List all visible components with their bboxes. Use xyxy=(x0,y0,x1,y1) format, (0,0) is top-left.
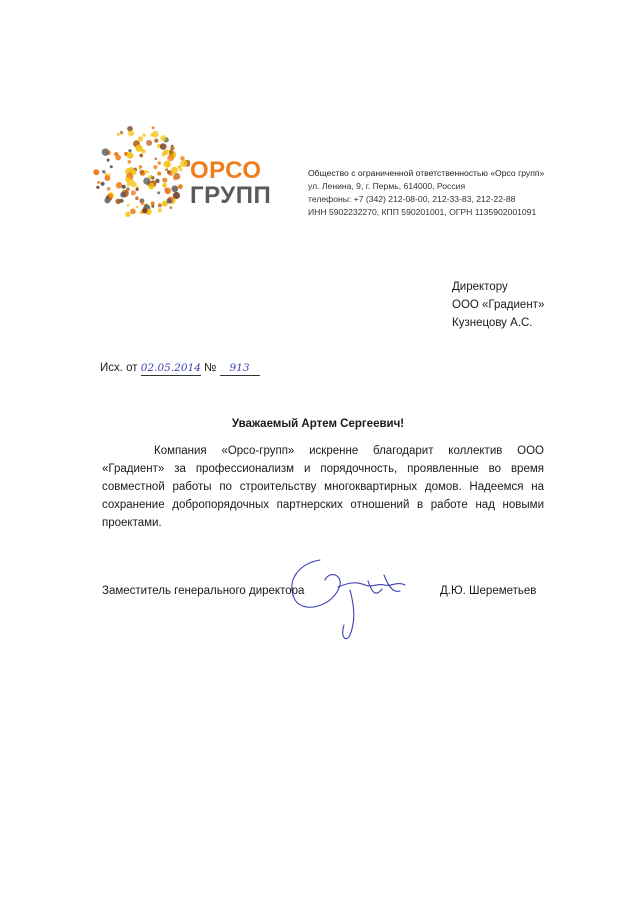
reference-date: 02.05.2014 xyxy=(140,362,201,374)
logo-text-bottom: ГРУПП xyxy=(190,182,272,209)
reference-number: 913 xyxy=(229,362,250,374)
addressee-title: Директору xyxy=(452,281,508,293)
company-details xyxy=(308,167,628,219)
logo-text-top: ОРСО xyxy=(190,157,262,184)
company-registry: ИНН 5902232270, КПП 590201001, ОГРН 1135902001091 xyxy=(308,207,537,217)
company-address: ул. Ленина, 9, г. Пермь, 614000, Россия xyxy=(308,181,466,191)
letter-body: Компания «Орсо-групп» искренне благодарит коллектив ООО «Градиент» за профессионализм и порядочность, проявленные во время совместной работы по строительству многоквартирных домов. Надеемся на сохранение добропорядочных партнерских отношений в работе над новыми проектами. xyxy=(102,445,544,529)
company-name: Общество с ограниченной ответственностью «Орсо групп» xyxy=(308,168,545,178)
addressee-name: Кузнецову А.С. xyxy=(452,317,533,329)
addressee-organization: ООО «Градиент» xyxy=(452,299,545,311)
company-logo-icon xyxy=(86,120,190,224)
company-phones: телефоны: +7 (342) 212-08-00, 212-33-83, 212-22-88 xyxy=(308,194,516,204)
signatory-role: Заместитель генерального директора xyxy=(102,585,305,597)
outgoing-reference xyxy=(100,362,260,376)
greeting: Уважаемый Артем Сергеевич! xyxy=(231,418,405,430)
reference-number-label: № xyxy=(203,362,217,374)
reference-prefix: Исх. от xyxy=(100,362,138,374)
addressee-block xyxy=(452,278,544,332)
signatory-name: Д.Ю. Шереметьев xyxy=(440,585,537,597)
handwritten-signature xyxy=(280,545,420,645)
